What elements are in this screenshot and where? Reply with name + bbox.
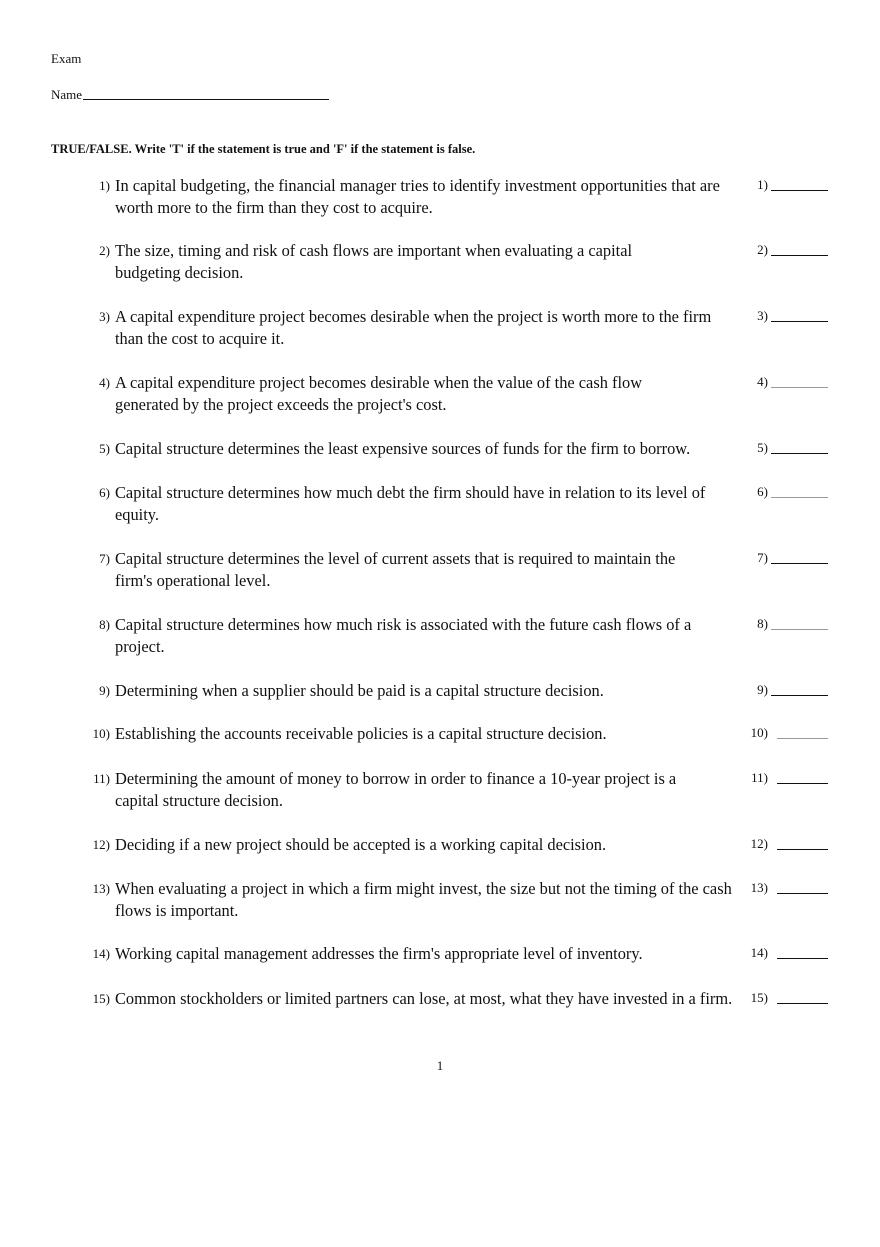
question-number: 9) — [99, 683, 110, 698]
question-number: 6) — [99, 485, 110, 500]
question-text: Determining the amount of money to borrow in order to finance a 10-year project is a capital structure decision. — [115, 769, 677, 810]
question-1 — [0, 175, 880, 221]
question-5 — [0, 438, 880, 484]
name-field — [51, 87, 329, 103]
question-number: 1) — [99, 178, 110, 193]
answer-blank[interactable] — [771, 563, 828, 564]
question-text: The size, timing and risk of cash flows are important when evaluating a capital budgeting decision. — [115, 241, 633, 282]
question-text: A capital expenditure project becomes desirable when the project is worth more to the firm than the cost to acquire it. — [115, 307, 712, 348]
answer-label: 15) — [750, 990, 768, 1005]
question-text: Determining when a supplier should be paid is a capital structure decision. — [115, 681, 604, 700]
question-12 — [0, 834, 880, 880]
question-13 — [0, 878, 880, 924]
question-number: 8) — [99, 617, 110, 632]
answer-label: 4) — [757, 374, 768, 389]
answer-label: 12) — [750, 836, 768, 851]
question-text: In capital budgeting, the financial manager tries to identify investment opportunities that are worth more to the firm than they cost to acquire. — [115, 176, 720, 217]
question-8 — [0, 614, 880, 660]
answer-blank[interactable] — [777, 849, 828, 850]
question-7 — [0, 548, 880, 594]
name-blank-line[interactable] — [83, 87, 329, 100]
page-number: 1 — [436, 1058, 444, 1073]
answer-blank[interactable] — [771, 629, 828, 630]
question-14 — [0, 943, 880, 989]
answer-blank[interactable] — [771, 387, 828, 388]
question-11 — [0, 768, 880, 814]
question-9 — [0, 680, 880, 726]
question-text: When evaluating a project in which a firm might invest, the size but not the timing of the cash flows is important. — [115, 879, 732, 920]
answer-blank[interactable] — [771, 255, 828, 256]
answer-blank[interactable] — [777, 893, 828, 894]
answer-blank[interactable] — [777, 783, 828, 784]
answer-label: 3) — [757, 308, 768, 323]
question-3 — [0, 306, 880, 352]
answer-blank[interactable] — [777, 1003, 828, 1004]
question-text: Working capital management addresses the firm's appropriate level of inventory. — [115, 944, 643, 963]
question-2 — [0, 240, 880, 286]
question-text: Capital structure determines the least expensive sources of funds for the firm to borrow. — [115, 439, 691, 458]
question-6 — [0, 482, 880, 528]
answer-label: 6) — [757, 484, 768, 499]
question-text: A capital expenditure project becomes desirable when the value of the cash flow generated by the project exceeds the project's cost. — [115, 373, 643, 414]
answer-label: 8) — [757, 616, 768, 631]
section-instructions: TRUE/FALSE. Write 'T' if the statement is true and 'F' if the statement is false. — [51, 142, 476, 156]
question-number: 4) — [99, 375, 110, 390]
question-number: 5) — [99, 441, 110, 456]
answer-blank[interactable] — [771, 497, 828, 498]
answer-label: 14) — [750, 945, 768, 960]
question-text: Capital structure determines the level of current assets that is required to maintain the firm's operational level. — [115, 549, 676, 590]
question-text: Establishing the accounts receivable policies is a capital structure decision. — [115, 724, 607, 743]
question-text: Deciding if a new project should be accepted is a working capital decision. — [115, 835, 607, 854]
answer-label: 7) — [757, 550, 768, 565]
answer-blank[interactable] — [771, 695, 828, 696]
answer-blank[interactable] — [771, 321, 828, 322]
question-number: 11) — [93, 771, 110, 786]
answer-blank[interactable] — [771, 190, 828, 191]
answer-label: 13) — [750, 880, 768, 895]
question-4 — [0, 372, 880, 418]
question-number: 14) — [92, 946, 110, 961]
answer-blank[interactable] — [777, 738, 828, 739]
question-text: Capital structure determines how much debt the firm should have in relation to its level of equity. — [115, 483, 706, 524]
question-number: 3) — [99, 309, 110, 324]
answer-label: 1) — [757, 177, 768, 192]
answer-blank[interactable] — [771, 453, 828, 454]
question-text: Capital structure determines how much risk is associated with the future cash flows of a project. — [115, 615, 692, 656]
answer-label: 2) — [757, 242, 768, 257]
exam-title: Exam — [51, 51, 82, 66]
question-number: 15) — [92, 991, 110, 1006]
question-text: Common stockholders or limited partners can lose, at most, what they have invested in a firm. — [115, 989, 733, 1008]
question-10 — [0, 723, 880, 769]
question-number: 13) — [92, 881, 110, 896]
answer-label: 9) — [757, 682, 768, 697]
answer-blank[interactable] — [777, 958, 828, 959]
name-label: Name — [51, 87, 83, 102]
question-15 — [0, 988, 880, 1034]
question-number: 7) — [99, 551, 110, 566]
question-number: 12) — [92, 837, 110, 852]
answer-label: 11) — [751, 770, 768, 785]
question-number: 10) — [92, 726, 110, 741]
question-number: 2) — [99, 243, 110, 258]
answer-label: 10) — [750, 725, 768, 740]
answer-label: 5) — [757, 440, 768, 455]
